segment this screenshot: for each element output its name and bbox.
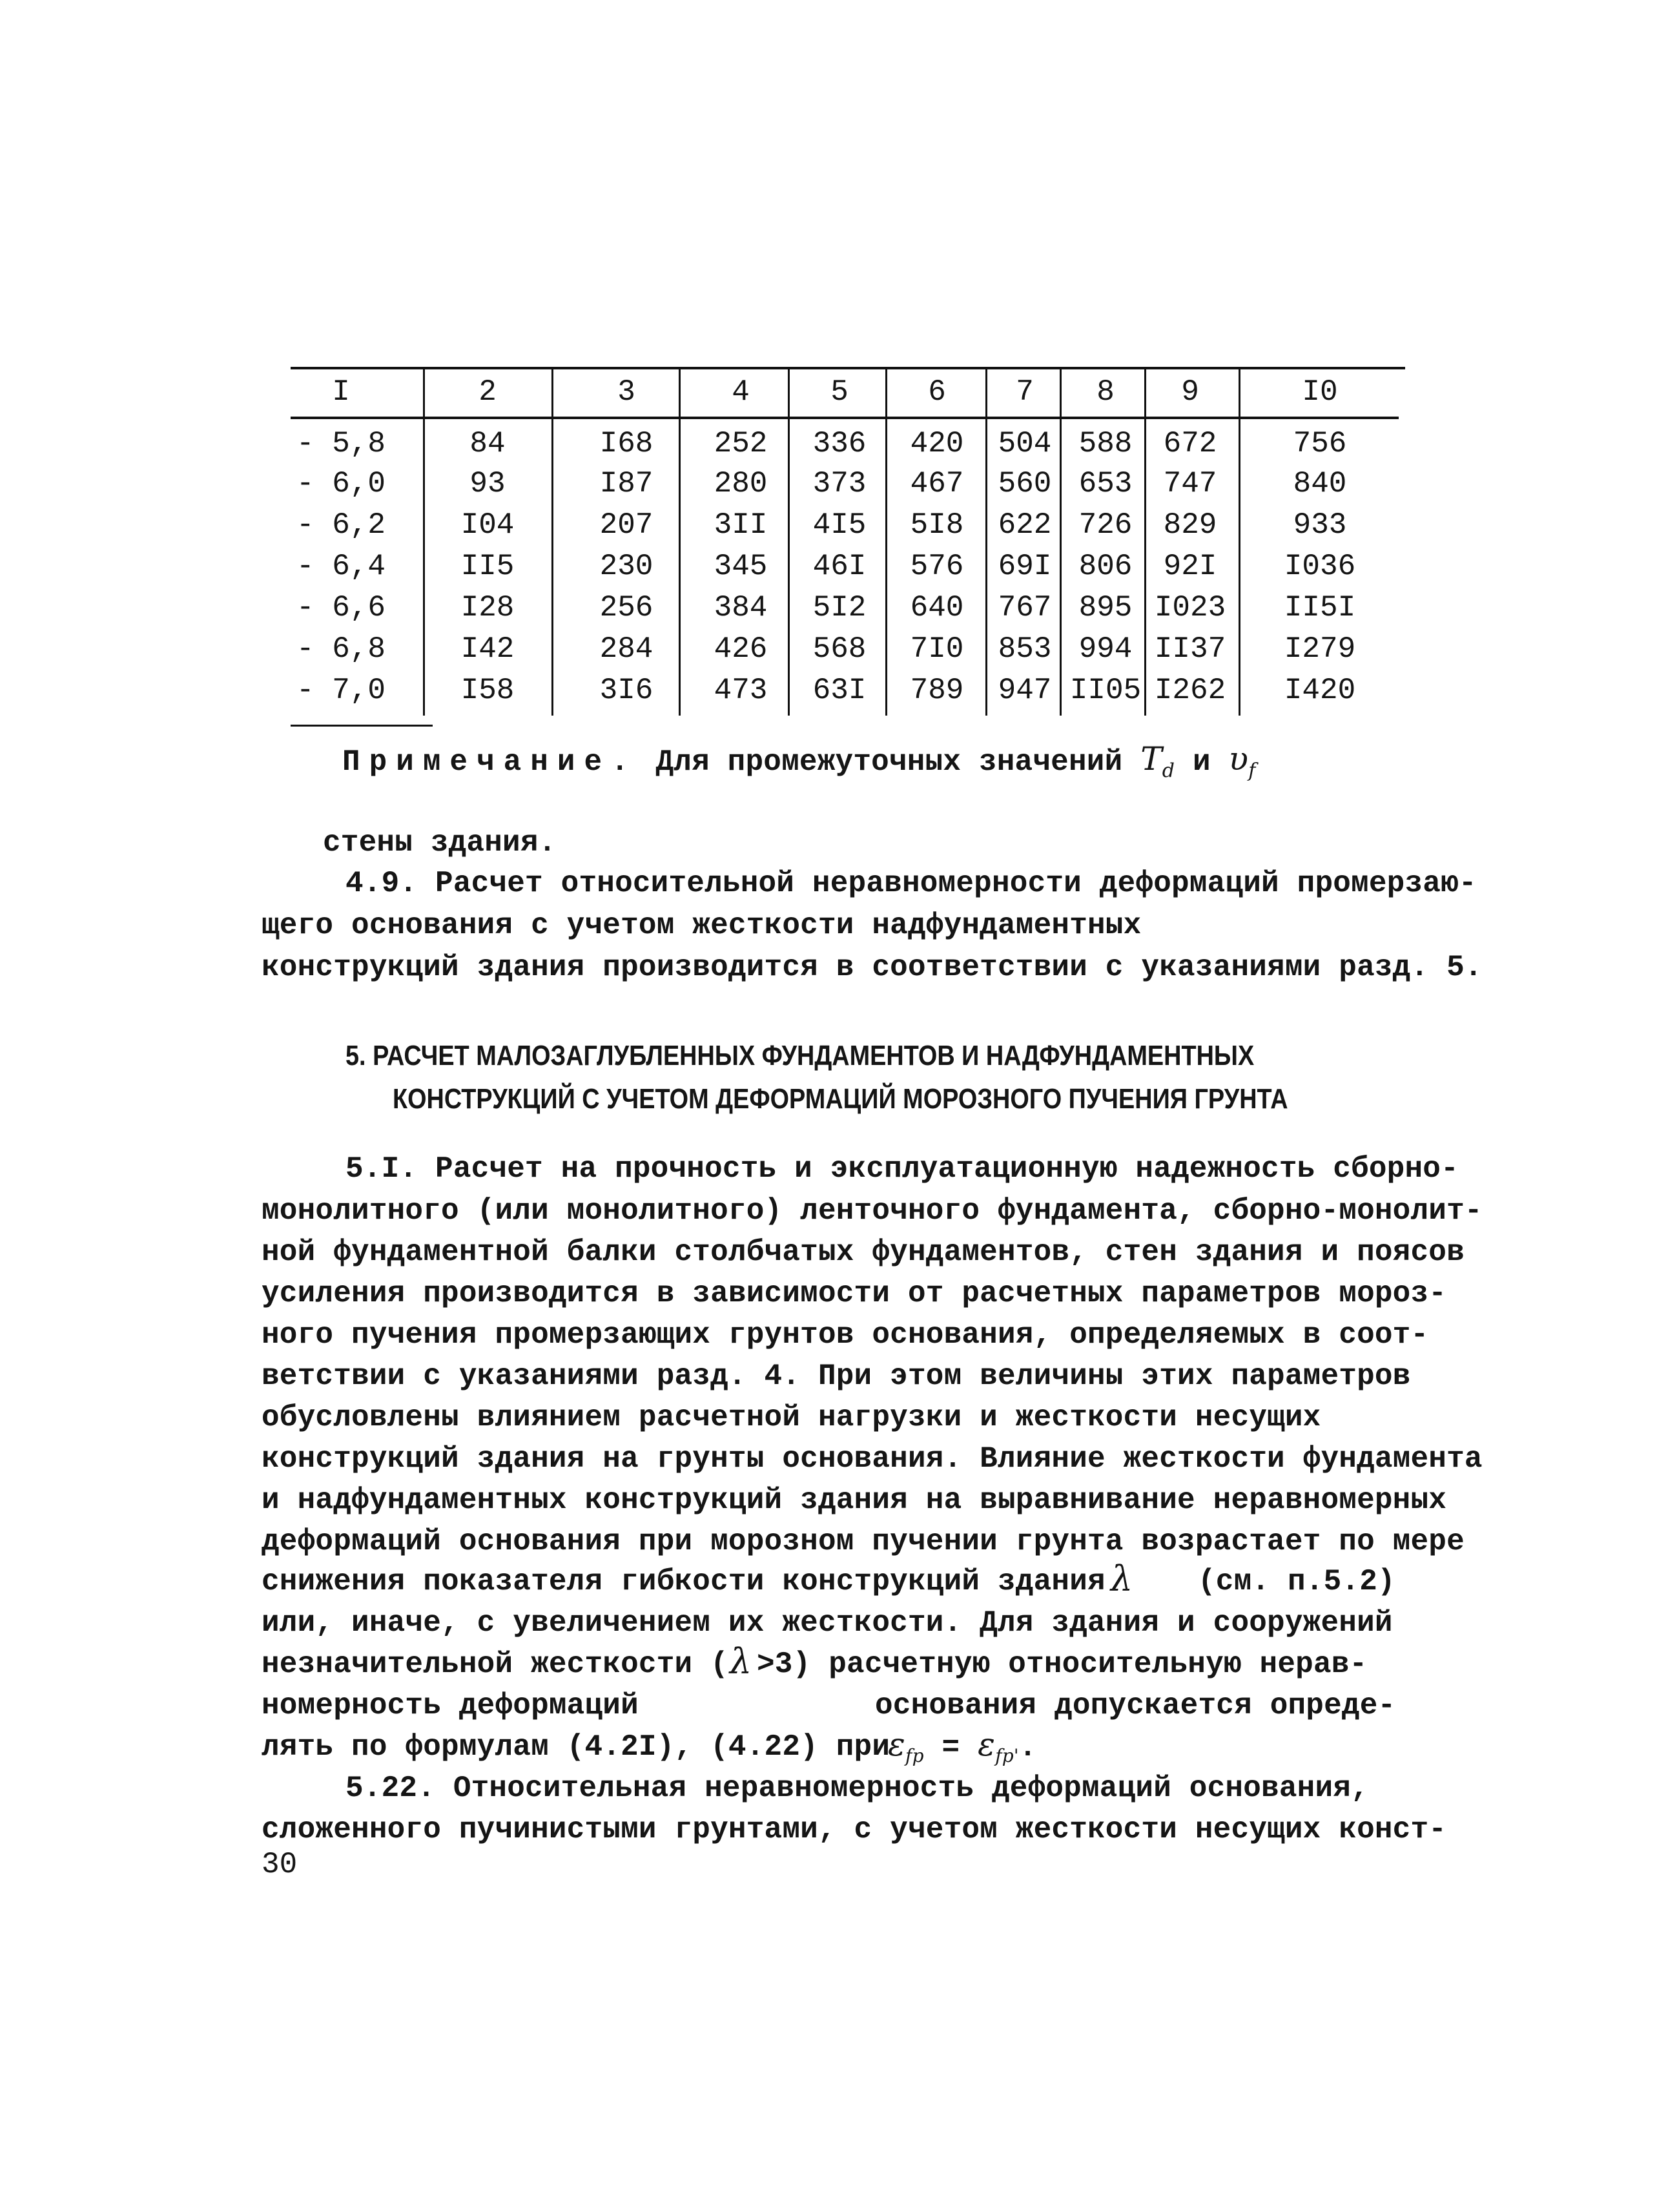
table-cell: 576: [910, 550, 964, 583]
table-header-cell: 9: [1181, 375, 1199, 409]
table-cell: 84: [469, 427, 506, 460]
table-cell: 994: [1078, 632, 1133, 666]
table-cell: 568: [812, 632, 867, 666]
p51-line-6: ветствии с указаниями разд. 4. При этом величины этих параметров: [262, 1359, 1411, 1393]
table-header-cell: I0: [1302, 375, 1338, 409]
table-header-cell: 6: [928, 375, 946, 409]
frost-heave-table: [291, 363, 1405, 729]
p51-line-1: 5.I. Расчет на прочность и эксплуатационную надежность сборно-: [345, 1152, 1459, 1186]
formula-efp: $\varepsilon_{fp} = \varepsilon_{fp'}$.: [888, 1726, 1037, 1767]
table-cell: I87: [599, 467, 653, 501]
p51-line-13b: >3) расчетную относительную нерав-: [757, 1648, 1368, 1681]
table-cell: 672: [1163, 427, 1217, 460]
table-cell: 280: [714, 467, 768, 501]
table-cell: I023: [1154, 591, 1226, 625]
lambda-symbol-2: λ: [730, 1641, 752, 1682]
p49-line-1: 4.9. Расчет относительной неравномерности деформаций промерзаю-: [345, 867, 1477, 900]
note-label: Примечание.: [342, 745, 638, 779]
table-cell: 92I: [1163, 550, 1217, 583]
p51-line-4: усиления производится в зависимости от расчетных параметров мороз-: [262, 1277, 1447, 1310]
p51-line-9: и надфундаментных конструкций здания на выравнивание неравномерных: [262, 1483, 1447, 1517]
table-header-cell: 7: [1016, 375, 1034, 409]
table-cell: 420: [910, 427, 964, 460]
table-cell: 504: [998, 427, 1052, 460]
p51-line-14b: основания допускается опреде-: [875, 1689, 1396, 1722]
table-cell: 63I: [812, 674, 867, 707]
p51-line-5: ного пучения промерзающих грунтов основания, определяемых в соот-: [262, 1318, 1429, 1352]
p51-line-3: ной фундаментной балки столбчатых фундаментов, стен здания и поясов: [262, 1235, 1465, 1269]
p522-line-1: 5.22. Относительная неравномерность деформаций основания,: [345, 1772, 1369, 1805]
table-cell: 207: [599, 508, 653, 542]
table-column-divider: [985, 367, 987, 716]
note-conjunction: и: [1192, 745, 1211, 779]
table-cell: 473: [714, 674, 768, 707]
p51-line-11b: (см. п.5.2): [1198, 1565, 1395, 1598]
table-cell: 653: [1078, 467, 1133, 501]
table-cell: 747: [1163, 467, 1217, 501]
table-cell: - 6,8: [296, 632, 386, 666]
table-column-divider: [1239, 367, 1240, 716]
table-bottom-rule: [291, 725, 433, 727]
table-column-divider: [423, 367, 425, 716]
table-cell: I279: [1284, 632, 1356, 666]
p51-line-13a: незначительной жесткости (: [262, 1648, 728, 1681]
table-cell: - 6,0: [296, 467, 386, 501]
p51-line-2: монолитного (или монолитного) ленточного фундамента, сборно-монолит-: [262, 1194, 1483, 1228]
lambda-symbol: λ: [1111, 1558, 1133, 1599]
table-cell: 5I2: [812, 591, 867, 625]
table-cell: I58: [460, 674, 515, 707]
table-cell: 622: [998, 508, 1052, 542]
table-cell: 3II: [714, 508, 768, 542]
table-cell: 426: [714, 632, 768, 666]
table-cell: I28: [460, 591, 515, 625]
table-cell: 806: [1078, 550, 1133, 583]
table-cell: 853: [998, 632, 1052, 666]
table-cell: II5: [460, 550, 515, 583]
table-cell: 829: [1163, 508, 1217, 542]
table-cell: 640: [910, 591, 964, 625]
table-cell: I262: [1154, 674, 1226, 707]
table-cell: I04: [460, 508, 515, 542]
table-cell: - 7,0: [296, 674, 386, 707]
p51-line-8: конструкций здания на грунты основания. Влияние жесткости фундамента: [262, 1442, 1483, 1476]
table-cell: 5I8: [910, 508, 964, 542]
table-cell: 789: [910, 674, 964, 707]
table-cell: I036: [1284, 550, 1356, 583]
table-cell: 756: [1293, 427, 1347, 460]
table-cell: 767: [998, 591, 1052, 625]
table-column-divider: [788, 367, 790, 716]
table-cell: 384: [714, 591, 768, 625]
table-cell: 895: [1078, 591, 1133, 625]
table-cell: - 5,8: [296, 427, 386, 460]
table-column-divider: [679, 367, 681, 716]
table-header-cell: 8: [1096, 375, 1115, 409]
table-cell: I420: [1284, 674, 1356, 707]
table-header-cell: 2: [478, 375, 497, 409]
table-cell: 933: [1293, 508, 1347, 542]
table-cell: II5I: [1284, 591, 1356, 625]
table-column-divider: [885, 367, 887, 716]
table-column-divider: [551, 367, 553, 716]
table-header-cell: 4: [732, 375, 750, 409]
table-cell: 93: [469, 467, 506, 501]
table-cell: - 6,6: [296, 591, 386, 625]
p51-line-10: деформаций основания при морозном пучении грунта возрастает по мере: [262, 1525, 1465, 1558]
table-column-divider: [1144, 367, 1146, 716]
table-cell: 46I: [812, 550, 867, 583]
p51-line-11a: снижения показателя гибкости конструкций здания: [262, 1565, 1106, 1598]
table-cell: 588: [1078, 427, 1133, 460]
fragment-line: стены здания.: [323, 826, 557, 860]
table-cell: - 6,2: [296, 508, 386, 542]
table-header-rule: [291, 417, 1399, 419]
table-cell: 284: [599, 632, 653, 666]
table-cell: 256: [599, 591, 653, 625]
table-cell: II37: [1154, 632, 1226, 666]
table-cell: 252: [714, 427, 768, 460]
note-symbol-vf: $\upsilon_f$: [1228, 740, 1256, 782]
table-cell: I42: [460, 632, 515, 666]
table-header-cell: 5: [830, 375, 849, 409]
table-cell: I68: [599, 427, 653, 460]
table-cell: 726: [1078, 508, 1133, 542]
p49-line-2: щего основания с учетом жесткости надфундаментных: [262, 909, 1142, 942]
p522-line-2: сложенного пучинистыми грунтами, с учетом жесткости несущих конст-: [262, 1813, 1447, 1846]
p51-line-15: лять по формулам (4.2I), (4.22) при: [262, 1730, 890, 1764]
table-header-cell: 3: [617, 375, 635, 409]
p51-line-7: обусловлены влиянием расчетной нагрузки и жесткости несущих: [262, 1401, 1321, 1434]
table-cell: 345: [714, 550, 768, 583]
table-cell: 467: [910, 467, 964, 501]
page-number: 30: [262, 1848, 298, 1881]
table-cell: 3I6: [599, 674, 653, 707]
table-column-divider: [1060, 367, 1062, 716]
table-cell: 230: [599, 550, 653, 583]
p49-line-3: конструкций здания производится в соответствии с указаниями разд. 5.: [262, 951, 1483, 984]
table-cell: 947: [998, 674, 1052, 707]
table-cell: 373: [812, 467, 867, 501]
note-symbol-td: $T_d$: [1140, 740, 1175, 782]
table-cell: - 6,4: [296, 550, 386, 583]
table-cell: 69I: [998, 550, 1052, 583]
note-text: Для промежуточных значений: [655, 745, 1123, 779]
table-header-cell: I: [332, 375, 350, 409]
table-cell: 560: [998, 467, 1052, 501]
table-cell: 4I5: [812, 508, 867, 542]
table-cell: II05: [1069, 674, 1142, 707]
table-note: [342, 740, 1256, 782]
table-cell: 840: [1293, 467, 1347, 501]
p51-line-14a: номерность деформаций: [262, 1689, 639, 1722]
section5-heading-line-2: КОНСТРУКЦИЙ С УЧЕТОМ ДЕФОРМАЦИЙ МОРОЗНОГО ПУЧЕНИЯ ГРУНТА: [393, 1083, 1288, 1115]
section5-heading-line-1: 5. РАСЧЕТ МАЛОЗАГЛУБЛЕННЫХ ФУНДАМЕНТОВ И НАДФУНДАМЕНТНЫХ: [345, 1040, 1255, 1071]
p51-line-12: или, иначе, с увеличением их жесткости. Для здания и сооружений: [262, 1606, 1393, 1640]
table-cell: 7I0: [910, 632, 964, 666]
table-cell: 336: [812, 427, 867, 460]
